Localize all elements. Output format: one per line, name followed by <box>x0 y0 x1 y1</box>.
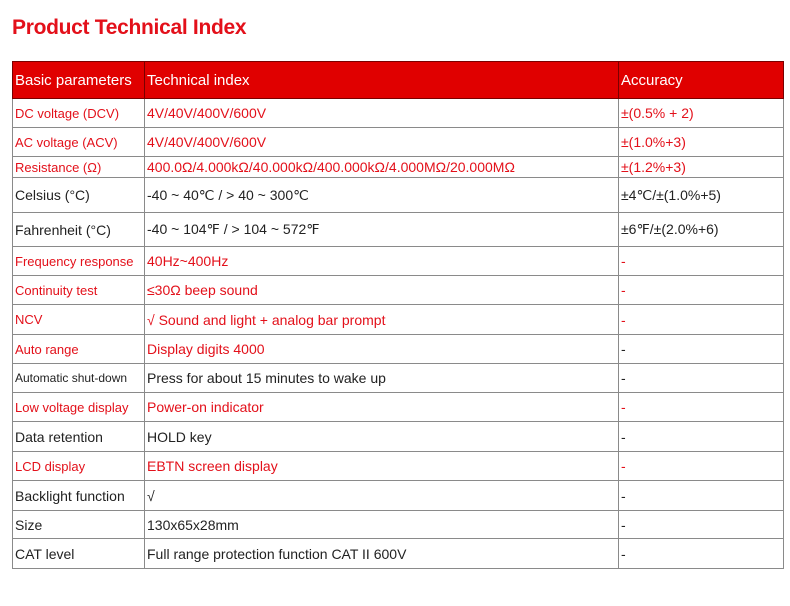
accuracy-cell: - <box>619 393 784 422</box>
accuracy-cell: - <box>619 247 784 276</box>
technical-index-cell: Power-on indicator <box>145 393 619 422</box>
accuracy-cell: - <box>619 481 784 511</box>
accuracy-cell: - <box>619 335 784 364</box>
accuracy-cell: - <box>619 364 784 393</box>
technical-index-cell: 130x65x28mm <box>145 511 619 539</box>
parameter-name-cell: Backlight function <box>13 481 145 511</box>
technical-index-table <box>12 61 784 569</box>
technical-index-cell: EBTN screen display <box>145 452 619 481</box>
parameter-name-cell: Frequency response <box>13 247 145 276</box>
technical-index-cell: ≤30Ω beep sound <box>145 276 619 305</box>
parameter-name-cell: CAT level <box>13 539 145 569</box>
technical-index-cell: Full range protection function CAT II 600V <box>145 539 619 569</box>
table-row <box>13 178 784 213</box>
table-row <box>13 213 784 247</box>
parameter-name-cell: LCD display <box>13 452 145 481</box>
table-row <box>13 99 784 128</box>
technical-index-cell: -40 ~ 40℃ / > 40 ~ 300℃ <box>145 178 619 213</box>
accuracy-cell: ±(1.0%+3) <box>619 128 784 157</box>
accuracy-cell: - <box>619 276 784 305</box>
table-row <box>13 305 784 335</box>
technical-index-cell: 400.0Ω/4.000kΩ/40.000kΩ/400.000kΩ/4.000MΩ/20.000MΩ <box>145 157 619 178</box>
table-row <box>13 247 784 276</box>
technical-index-cell: Press for about 15 minutes to wake up <box>145 364 619 393</box>
table-row <box>13 157 784 178</box>
accuracy-cell: ±6℉/±(2.0%+6) <box>619 213 784 247</box>
table-row <box>13 276 784 305</box>
parameter-name-cell: Low voltage display <box>13 393 145 422</box>
accuracy-cell: ±(1.2%+3) <box>619 157 784 178</box>
technical-index-cell: -40 ~ 104℉ / > 104 ~ 572℉ <box>145 213 619 247</box>
accuracy-cell: ±(0.5% + 2) <box>619 99 784 128</box>
technical-index-cell: √ Sound and light + analog bar prompt <box>145 305 619 335</box>
parameter-name-cell: Celsius (°C) <box>13 178 145 213</box>
accuracy-cell: - <box>619 305 784 335</box>
technical-index-cell: HOLD key <box>145 422 619 452</box>
table-row <box>13 481 784 511</box>
parameter-name-cell: DC voltage (DCV) <box>13 99 145 128</box>
table-row <box>13 452 784 481</box>
accuracy-cell: ±4℃/±(1.0%+5) <box>619 178 784 213</box>
technical-index-cell: √ <box>145 481 619 511</box>
table-row <box>13 364 784 393</box>
parameter-name-cell: AC voltage (ACV) <box>13 128 145 157</box>
parameter-name-cell: Auto range <box>13 335 145 364</box>
parameter-name-cell: Resistance (Ω) <box>13 157 145 178</box>
table-row <box>13 422 784 452</box>
parameter-name-cell: Continuity test <box>13 276 145 305</box>
technical-index-cell: 4V/40V/400V/600V <box>145 99 619 128</box>
header-technical-index: Technical index <box>145 62 619 99</box>
table-row <box>13 511 784 539</box>
accuracy-cell: - <box>619 422 784 452</box>
table-row <box>13 335 784 364</box>
header-accuracy: Accuracy <box>619 62 784 99</box>
parameter-name-cell: Fahrenheit (°C) <box>13 213 145 247</box>
technical-index-cell: 40Hz~400Hz <box>145 247 619 276</box>
accuracy-cell: - <box>619 511 784 539</box>
parameter-name-cell: NCV <box>13 305 145 335</box>
parameter-name-cell: Size <box>13 511 145 539</box>
header-basic-parameters: Basic parameters <box>13 62 145 99</box>
page-title: Product Technical Index <box>12 16 247 39</box>
parameter-name-cell: Data retention <box>13 422 145 452</box>
technical-index-cell: Display digits 4000 <box>145 335 619 364</box>
table-row <box>13 128 784 157</box>
table-row <box>13 539 784 569</box>
parameter-name-cell: Automatic shut-down <box>13 364 145 393</box>
accuracy-cell: - <box>619 452 784 481</box>
table-row <box>13 393 784 422</box>
table-header-row <box>13 62 784 99</box>
technical-index-cell: 4V/40V/400V/600V <box>145 128 619 157</box>
accuracy-cell: - <box>619 539 784 569</box>
